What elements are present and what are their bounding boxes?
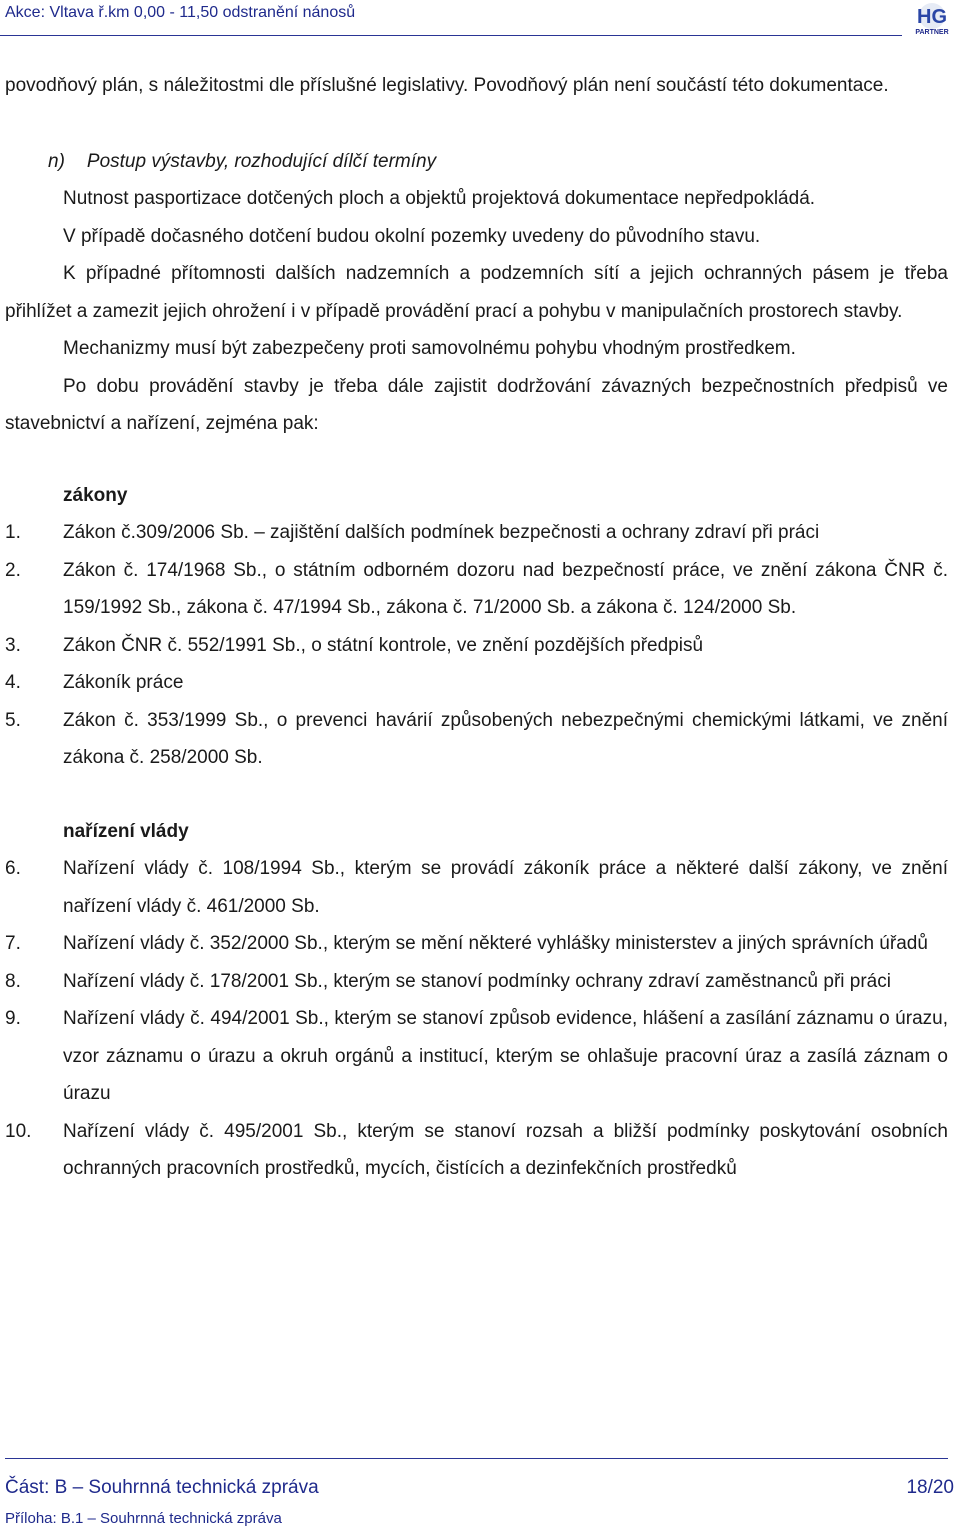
footer-part-label: Část: B – Souhrnná technická zpráva — [5, 1477, 319, 1498]
item-text: Zákon ČNR č. 552/1991 Sb., o státní kontrole, ve znění pozdějších předpisů — [63, 634, 704, 656]
laws-list — [5, 514, 948, 777]
svg-text:HG: HG — [917, 6, 947, 28]
item-number: 9. — [5, 1008, 21, 1029]
list-item — [5, 1000, 948, 1113]
svg-text:PARTNER: PARTNER — [915, 29, 949, 36]
section-heading — [5, 143, 948, 181]
item-text: Zákoník práce — [63, 672, 184, 693]
page-header — [0, 0, 960, 40]
paragraph: Po dobu provádění stavby je třeba dále zajistit dodržování závazných bezpečnostních předpisů ve stavebnictví a nařízení, zejména pak: — [5, 375, 948, 434]
item-text: Nařízení vlády č. 108/1994 Sb., kterým se provádí zákoník práce a některé další zákony, ve znění nařízení vlády č. 461/2000 Sb. — [63, 858, 948, 917]
paragraph: Mechanizmy musí být zabezpečeny proti samovolnému pohybu vhodným prostředkem. — [63, 338, 796, 359]
laws-heading: zákony — [63, 484, 128, 506]
item-number: 6. — [5, 858, 21, 879]
header-divider — [0, 35, 902, 36]
footer-divider — [5, 1458, 948, 1459]
item-text: Zákon č. 174/1968 Sb., o státním odborném dozoru nad bezpečností práce, ve znění zákona ČNR č. 159/1992 Sb., zákona č. 47/1994 Sb., zákona č. 71/2000 Sb. a zákona č. 124/2000 Sb. — [63, 559, 948, 618]
item-number: 8. — [5, 970, 21, 992]
paragraph: K případné přítomnosti dalších nadzemních a podzemních sítí a jejich ochranných pásem je třeba přihlížet a zamezit jejich ohrožení i v případě provádění prací a pohybu v manipulačních prostorech stavby. — [5, 263, 948, 322]
list-item — [5, 664, 948, 702]
section-title: Postup výstavby, rozhodující dílčí termíny — [86, 150, 437, 172]
list-item — [5, 850, 948, 925]
item-number: 1. — [5, 522, 21, 543]
list-item — [5, 1113, 948, 1188]
intro-paragraph: povodňový plán, s náležitostmi dle příslušné legislativy. Povodňový plán není součástí této dokumentace. — [5, 75, 889, 96]
list-item — [5, 925, 948, 963]
document-body — [5, 67, 948, 1188]
item-number: 7. — [5, 933, 21, 954]
item-text: Nařízení vlády č. 494/2001 Sb., kterým se stanoví způsob evidence, hlášení a zasílání záznamu o úrazu, vzor záznamu o úrazu a okruh orgánů a institucí, kterým se ohlašuje pracovní úraz a zasílá záznam o úrazu — [63, 1008, 948, 1104]
paragraph: Nutnost pasportizace dotčených ploch a objektů projektová dokumentace nepředpokládá. — [63, 188, 816, 209]
project-title: Akce: Vltava ř.km 0,00 - 11,50 odstranění nánosů — [5, 4, 356, 21]
hg-partner-logo — [908, 2, 956, 36]
item-number: 4. — [5, 672, 21, 693]
list-item — [5, 552, 948, 627]
list-item — [5, 627, 948, 665]
item-text: Zákon č. 353/1999 Sb., o prevenci havárií způsobených nebezpečnými chemickými látkami, ve znění zákona č. 258/2000 Sb. — [63, 709, 948, 768]
item-text: Nařízení vlády č. 352/2000 Sb., kterým se mění některé vyhlášky ministerstev a jiných správních úřadů — [63, 933, 928, 954]
item-text: Nařízení vlády č. 495/2001 Sb., kterým se stanoví rozsah a bližší podmínky poskytování osobních ochranných pracovních prostředků, mycích, čistících a dezinfekčních prostředků — [63, 1120, 948, 1179]
list-item — [5, 702, 948, 777]
page-number: 18/20 — [906, 1477, 954, 1498]
regulations-heading: nařízení vlády — [63, 820, 189, 842]
item-text: Zákon č.309/2006 Sb. – zajištění dalších podmínek bezpečnosti a ochrany zdraví při práci — [63, 522, 820, 543]
list-item — [5, 514, 948, 552]
regulations-list — [5, 850, 948, 1188]
item-text: Nařízení vlády č. 178/2001 Sb., kterým se stanoví podmínky ochrany zdraví zaměstnanců při práci — [63, 970, 891, 992]
footer-annex-label: Příloha: B.1 – Souhrnná technická zpráva — [5, 1510, 282, 1527]
item-number: 2. — [5, 559, 21, 581]
list-item — [5, 963, 948, 1001]
item-number: 3. — [5, 634, 21, 656]
section-number: n) — [48, 150, 65, 172]
paragraph: V případě dočasného dotčení budou okolní pozemky uvedeny do původního stavu. — [63, 225, 761, 247]
item-number: 5. — [5, 709, 21, 731]
item-number: 10. — [5, 1120, 32, 1142]
